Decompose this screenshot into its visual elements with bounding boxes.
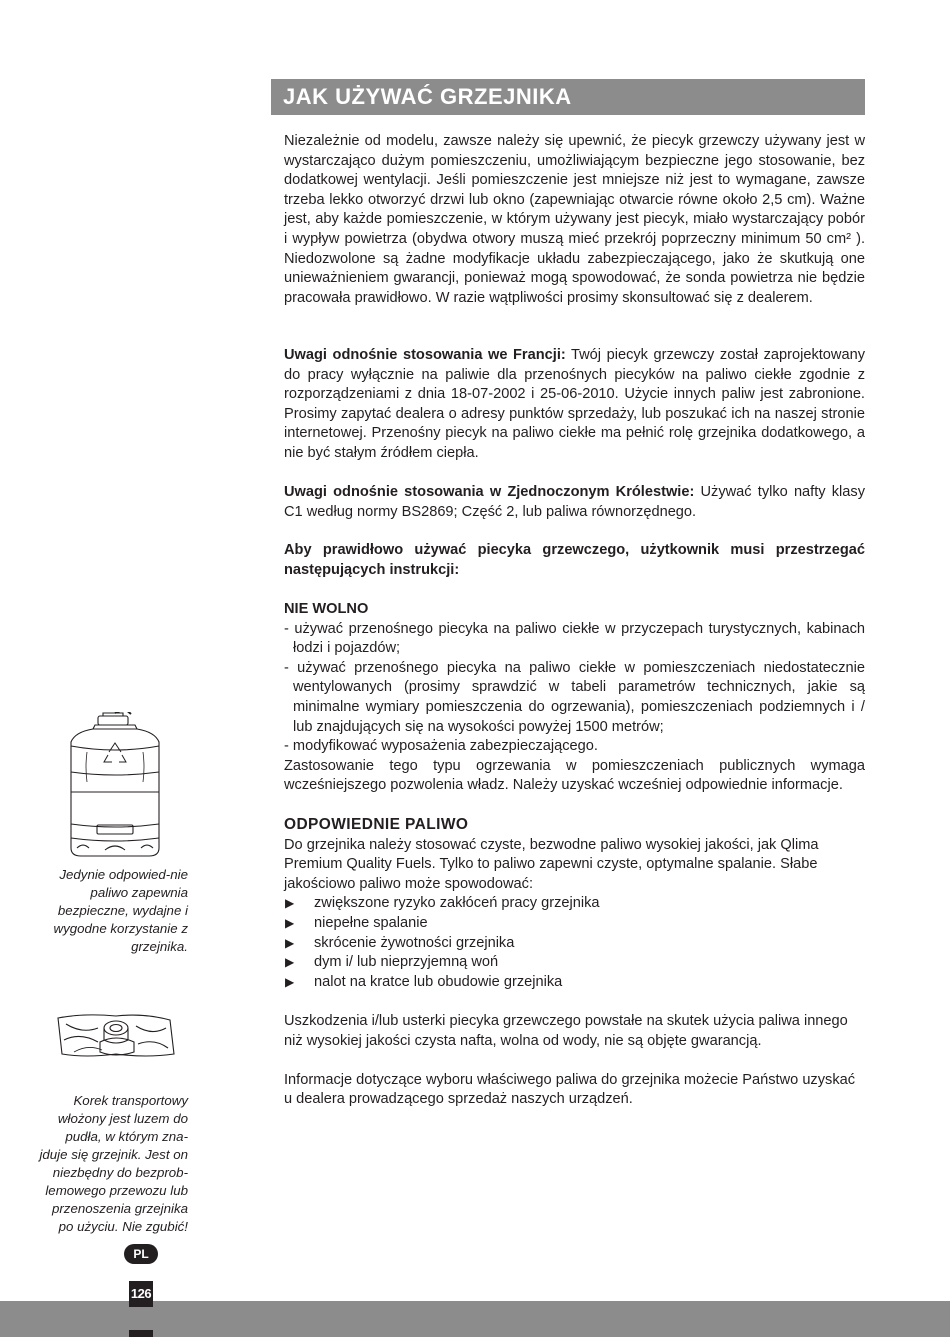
fuel-section xyxy=(284,815,865,1110)
fuel-risk-list xyxy=(284,894,865,992)
prohibited-heading: NIE WOLNO xyxy=(284,601,369,617)
prohibited-item: - modyfikować wyposażenia zabezpieczającego. xyxy=(284,738,598,755)
prohibited-item: - używać przenośnego piecyka na paliwo ciekłe w przyczepach turystycznych, kabinach łodzi i pojazdów; xyxy=(284,620,865,657)
list-item: ▶ skrócenie żywotności grzejnika xyxy=(284,934,865,954)
intro-paragraph xyxy=(284,132,865,308)
france-note-label: Uwagi odnośnie stosowania we Francji: xyxy=(284,347,566,363)
instructions-text: Aby prawidłowo używać piecyka grzewczego, użytkownik musi przestrzegać następujących instrukcji: xyxy=(284,542,865,578)
intro-text: Niezależnie od modelu, zawsze należy się upewnić, że piecyk grzewczy używany jest w wystarczająco dużym pomieszczeniu, umożliwiającym bezpieczne jego stosowanie, bez dodatkowej wentylacji. Jeśli pomieszczenie jest mniejsze niż jest to wymagane, zawsze trzeba lekko otworzyć drzwi lub okno (zapewniając otwarcie równe około 2,5 cm). Ważne jest, aby każde pomieszczenie, w którym używany jest piecyk, miało wystarczający pobór i wypływ powietrza (obydwa otwory muszą mieć przekrój poprzeczny minimum 50 cm² ). Niedozwolone są żadne modyfikacje układu zabezpieczającego, jako że skutkują one unieważnieniem gwarancji, ponieważ mogą spowodować, że sonda powietrza nie będzie pracowała prawidłowo. W razie wątpliwości prosimy skonsultować się z dealerem. xyxy=(284,133,865,306)
list-item: ▶ niepełne spalanie xyxy=(284,914,865,934)
list-item: ▶ nalot na kratce lub obudowie grzejnika xyxy=(284,973,865,993)
section-header xyxy=(271,79,865,115)
bullet-arrow-icon: ▶ xyxy=(285,915,295,930)
uk-note-text: Używać tylko nafty klasy C1 według normy BS2869; Część 2, lub paliwa równorzędnego. xyxy=(284,484,866,520)
uk-note xyxy=(284,483,865,522)
list-item: ▶ zwiększone ryzyko zakłóceń pracy grzejnika xyxy=(284,894,865,914)
france-note xyxy=(284,346,865,464)
page-tab xyxy=(129,1330,153,1337)
page-number: 126 xyxy=(129,1281,153,1307)
page-title: JAK UŻYWAĆ GRZEJNIKA xyxy=(283,84,572,109)
transport-plug-caption: Korek transportowy włożony jest luzem do pudła, w którym zna-jduje się grzejnik. Jest on niezbędny do bezprob-lemowego przewozu lub przenoszenia grzejnika po użyciu. Nie zgubić! xyxy=(39,1093,188,1234)
fuel-heading: ODPOWIEDNIE PALIWO xyxy=(284,816,469,833)
prohibited-section xyxy=(284,600,865,796)
bullet-arrow-icon: ▶ xyxy=(285,896,295,911)
bullet-arrow-icon: ▶ xyxy=(285,974,295,989)
fuel-can-caption: Jedynie odpowied-nie paliwo zapewnia bezpieczne, wydajne i wygodne korzystanie z grzejnika. xyxy=(53,867,188,954)
france-note-text: Twój piecyk grzewczy został zaprojektowany do pracy wyłącznie na paliwie dla przenośnych piecyków na paliwo ciekłe zgodnie z rozporządzeniami z dnia 18-07-2002 i 25-06-2010. Użycie innych paliw jest zabronione. Prosimy zapytać dealera o adresy punktów sprzedaży, lub poszukać ich na naszej stronie internetowej. Przenośny piecyk na paliwo ciekłe ma pełnić rolę grzejnika dodatkowego, a nie być stałym źródłem ciepła. xyxy=(284,347,865,461)
language-badge: PL xyxy=(124,1244,158,1264)
bullet-arrow-icon: ▶ xyxy=(285,935,295,950)
list-item: ▶ dym i/ lub nieprzyjemną woń xyxy=(284,953,865,973)
prohibited-note: Zastosowanie tego typu ogrzewania w pomieszczeniach publicznych wymaga wcześniejszego pozwolenia władz. Należy uzyskać wcześniej odpowiednie informacje. xyxy=(284,757,865,794)
fuel-warranty-text: Uszkodzenia i/lub usterki piecyka grzewczego powstałe na skutek użycia paliwa innego niż wysokiej jakości czysta nafta, wolna od wody, nie są objęte gwarancją. xyxy=(284,1012,848,1049)
fuel-text: Do grzejnika należy stosować czyste, bezwodne paliwo wysokiej jakości, jak Qlima Premium Quality Fuels. Tylko to paliwo zapewni czyste, optymalne spalanie. Słabe jakościowo paliwo może spowodować: xyxy=(284,836,819,892)
prohibited-item: - używać przenośnego piecyka na paliwo ciekłe w pomieszczeniach niedostatecznie wentylowanych (prosimy sprawdzić w tabeli parametrów technicznych, jakie są minimalne wymiary pomieszczenia do ogrzewania), pomieszczeniach podziemnych i / lub znajdujących się na wysokości powyżej 1500 metrów; xyxy=(284,659,865,735)
transport-plug-icon xyxy=(54,1008,178,1060)
uk-note-label: Uwagi odnośnie stosowania w Zjednoczonym Królestwie: xyxy=(284,484,695,500)
bullet-arrow-icon: ▶ xyxy=(285,955,295,970)
fuel-can-icon xyxy=(65,712,165,860)
instructions-paragraph xyxy=(284,541,865,580)
recycle-icon xyxy=(104,743,126,762)
fuel-dealer-text: Informacje dotyczące wyboru właściwego paliwa do grzejnika możecie Państwo uzyskać u dealera prowadzącego sprzedaż naszych urządzeń. xyxy=(284,1071,856,1108)
